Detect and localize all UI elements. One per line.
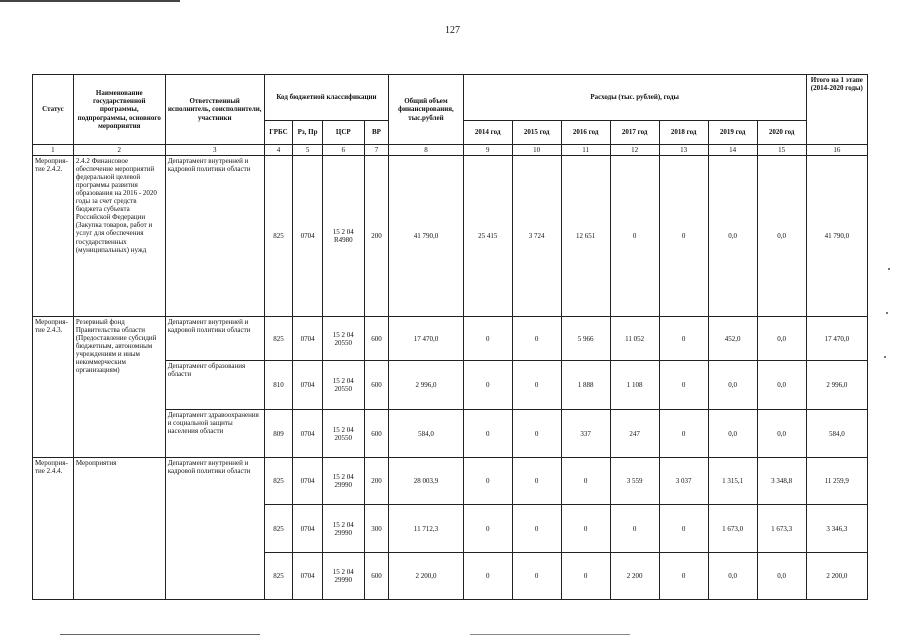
cell-year: 0 xyxy=(463,410,512,458)
column-index: 1 xyxy=(33,145,74,156)
column-index: 5 xyxy=(293,145,323,156)
row-status: Мероприя-тие 2.4.4. xyxy=(33,458,74,600)
cell-grbs: 825 xyxy=(264,156,293,317)
cell-rzpr: 0704 xyxy=(293,458,323,505)
scan-artifact-top xyxy=(0,0,180,2)
budget-table xyxy=(32,74,868,600)
cell-year: 0,0 xyxy=(757,156,806,317)
row-name: 2.4.2 Финансовое обеспечение мероприятий федеральной целевой программы развития образования на 2016 - 2020 годы за счет средств бюджета субъекта Российской Федерации (Закупка товаров, работ и услуг для обеспечения государственных (муниципальных) нужд xyxy=(73,156,165,317)
cell-year: 0 xyxy=(512,317,561,361)
cell-stage-total: 584,0 xyxy=(806,410,867,458)
column-index: 12 xyxy=(610,145,659,156)
cell-total: 11 712,3 xyxy=(389,505,464,553)
cell-vr: 200 xyxy=(364,458,389,505)
cell-year: 0,0 xyxy=(708,361,757,410)
cell-year: 0,0 xyxy=(757,317,806,361)
cell-year: 0 xyxy=(659,361,708,410)
cell-year: 1 315,1 xyxy=(708,458,757,505)
table-row xyxy=(33,458,868,505)
cell-year: 0 xyxy=(463,553,512,600)
row-responsible: Департамент образования области xyxy=(165,361,264,410)
column-index: 11 xyxy=(561,145,610,156)
cell-year: 0,0 xyxy=(757,553,806,600)
cell-year: 0 xyxy=(512,410,561,458)
row-responsible: Департамент внутренней и кадровой политики области xyxy=(165,156,264,317)
column-index: 6 xyxy=(322,145,364,156)
header-status: Статус xyxy=(33,75,74,145)
cell-stage-total: 17 470,0 xyxy=(806,317,867,361)
cell-stage-total: 11 259,9 xyxy=(806,458,867,505)
cell-year: 11 052 xyxy=(610,317,659,361)
cell-year: 0,0 xyxy=(708,553,757,600)
cell-year: 3 559 xyxy=(610,458,659,505)
cell-vr: 600 xyxy=(364,317,389,361)
cell-grbs: 825 xyxy=(264,458,293,505)
header-year: 2020 год xyxy=(757,121,806,145)
cell-grbs: 825 xyxy=(264,505,293,553)
header-year: 2015 год xyxy=(512,121,561,145)
table-row xyxy=(33,156,868,317)
cell-year: 1 673,0 xyxy=(708,505,757,553)
cell-year: 0 xyxy=(512,553,561,600)
cell-csr: 15 2 04 29990 xyxy=(322,505,364,553)
header-budget-code: Код бюджетной классификации xyxy=(264,75,389,121)
header-rzpr: Рз, Пр xyxy=(293,121,323,145)
cell-year: 5 966 xyxy=(561,317,610,361)
scan-artifact-bottom xyxy=(470,634,630,635)
row-status: Мероприя-тие 2.4.3. xyxy=(33,317,74,458)
cell-year: 3 724 xyxy=(512,156,561,317)
row-responsible: Департамент внутренней и кадровой политики области xyxy=(165,458,264,600)
cell-total: 584,0 xyxy=(389,410,464,458)
cell-total: 41 790,0 xyxy=(389,156,464,317)
cell-year: 12 651 xyxy=(561,156,610,317)
header-program-name: Наименование государственной программы, подпрограммы, основного мероприятия xyxy=(73,75,165,145)
header-year: 2016 год xyxy=(561,121,610,145)
cell-total: 2 200,0 xyxy=(389,553,464,600)
cell-year: 0 xyxy=(512,458,561,505)
cell-year: 0,0 xyxy=(708,410,757,458)
table-row xyxy=(33,317,868,361)
scan-artifact-bottom xyxy=(60,634,260,635)
cell-total: 28 003,9 xyxy=(389,458,464,505)
header-responsible: Ответственный исполнитель, соисполнители, участники xyxy=(165,75,264,145)
row-status: Мероприя-тие 2.4.2. xyxy=(33,156,74,317)
cell-total: 2 996,0 xyxy=(389,361,464,410)
cell-csr: 15 2 04 20550 xyxy=(322,317,364,361)
row-responsible: Департамент внутренней и кадровой политики области xyxy=(165,317,264,361)
cell-vr: 200 xyxy=(364,156,389,317)
header-year: 2019 год xyxy=(708,121,757,145)
column-index: 16 xyxy=(806,145,867,156)
cell-year: 0 xyxy=(512,361,561,410)
cell-stage-total: 2 996,0 xyxy=(806,361,867,410)
cell-year: 0 xyxy=(512,505,561,553)
cell-year: 2 200 xyxy=(610,553,659,600)
column-index-row xyxy=(33,145,868,156)
header-year: 2017 год xyxy=(610,121,659,145)
scan-speck xyxy=(884,356,886,358)
cell-year: 0 xyxy=(610,156,659,317)
cell-stage-total: 2 200,0 xyxy=(806,553,867,600)
column-index: 15 xyxy=(757,145,806,156)
cell-year: 0 xyxy=(463,361,512,410)
cell-grbs: 825 xyxy=(264,553,293,600)
cell-year: 0 xyxy=(659,317,708,361)
cell-year: 1 673,3 xyxy=(757,505,806,553)
cell-year: 337 xyxy=(561,410,610,458)
cell-year: 0 xyxy=(610,505,659,553)
cell-csr: 15 2 04 20550 xyxy=(322,361,364,410)
cell-total: 17 470,0 xyxy=(389,317,464,361)
cell-year: 1 888 xyxy=(561,361,610,410)
cell-grbs: 809 xyxy=(264,410,293,458)
cell-vr: 600 xyxy=(364,553,389,600)
column-index: 8 xyxy=(389,145,464,156)
cell-rzpr: 0704 xyxy=(293,505,323,553)
column-index: 7 xyxy=(364,145,389,156)
cell-stage-total: 3 346,3 xyxy=(806,505,867,553)
cell-year: 3 348,8 xyxy=(757,458,806,505)
cell-year: 0 xyxy=(561,458,610,505)
cell-year: 0 xyxy=(659,505,708,553)
cell-year: 0,0 xyxy=(757,361,806,410)
header-total-stage: Итого на 1 этапе (2014-2020 годы) xyxy=(806,75,867,145)
column-index: 10 xyxy=(512,145,561,156)
column-index: 4 xyxy=(264,145,293,156)
column-index: 13 xyxy=(659,145,708,156)
header-csr: ЦСР xyxy=(322,121,364,145)
column-index: 14 xyxy=(708,145,757,156)
cell-year: 0 xyxy=(659,410,708,458)
column-index: 9 xyxy=(463,145,512,156)
cell-rzpr: 0704 xyxy=(293,317,323,361)
row-name: Мероприятия xyxy=(73,458,165,600)
cell-year: 0,0 xyxy=(757,410,806,458)
cell-year: 0 xyxy=(463,317,512,361)
column-index: 3 xyxy=(165,145,264,156)
row-responsible: Департамент здравоохранения и социальной защиты населения области xyxy=(165,410,264,458)
cell-vr: 600 xyxy=(364,410,389,458)
cell-vr: 600 xyxy=(364,361,389,410)
cell-year: 0 xyxy=(659,156,708,317)
cell-year: 452,0 xyxy=(708,317,757,361)
header-grbs: ГРБС xyxy=(264,121,293,145)
cell-year: 0,0 xyxy=(708,156,757,317)
cell-stage-total: 41 790,0 xyxy=(806,156,867,317)
cell-year: 0 xyxy=(463,505,512,553)
cell-year: 0 xyxy=(561,505,610,553)
header-year: 2018 год xyxy=(659,121,708,145)
scan-speck xyxy=(888,268,890,270)
cell-year: 3 037 xyxy=(659,458,708,505)
cell-year: 247 xyxy=(610,410,659,458)
cell-csr: 15 2 04 R4980 xyxy=(322,156,364,317)
cell-year: 25 415 xyxy=(463,156,512,317)
cell-csr: 15 2 04 20550 xyxy=(322,410,364,458)
cell-year: 0 xyxy=(561,553,610,600)
cell-vr: 300 xyxy=(364,505,389,553)
header-total-financing: Общий объем финансирования, тыс.рублей xyxy=(389,75,464,145)
cell-rzpr: 0704 xyxy=(293,553,323,600)
scan-speck xyxy=(886,312,888,314)
column-index: 2 xyxy=(73,145,165,156)
cell-rzpr: 0704 xyxy=(293,156,323,317)
page-number: 127 xyxy=(445,25,460,36)
header-year: 2014 год xyxy=(463,121,512,145)
cell-csr: 15 2 04 29990 xyxy=(322,458,364,505)
cell-year: 1 108 xyxy=(610,361,659,410)
cell-grbs: 810 xyxy=(264,361,293,410)
cell-csr: 15 2 04 29990 xyxy=(322,553,364,600)
cell-year: 0 xyxy=(659,553,708,600)
cell-grbs: 825 xyxy=(264,317,293,361)
cell-year: 0 xyxy=(463,458,512,505)
cell-rzpr: 0704 xyxy=(293,410,323,458)
header-expenses: Расходы (тыс. рублей), годы xyxy=(463,75,806,121)
cell-rzpr: 0704 xyxy=(293,361,323,410)
header-vr: ВР xyxy=(364,121,389,145)
row-name: Резервный фонд Правительства области (Предоставление субсидий бюджетным, автономным учреждениям и иным некоммерческим организациям) xyxy=(73,317,165,458)
